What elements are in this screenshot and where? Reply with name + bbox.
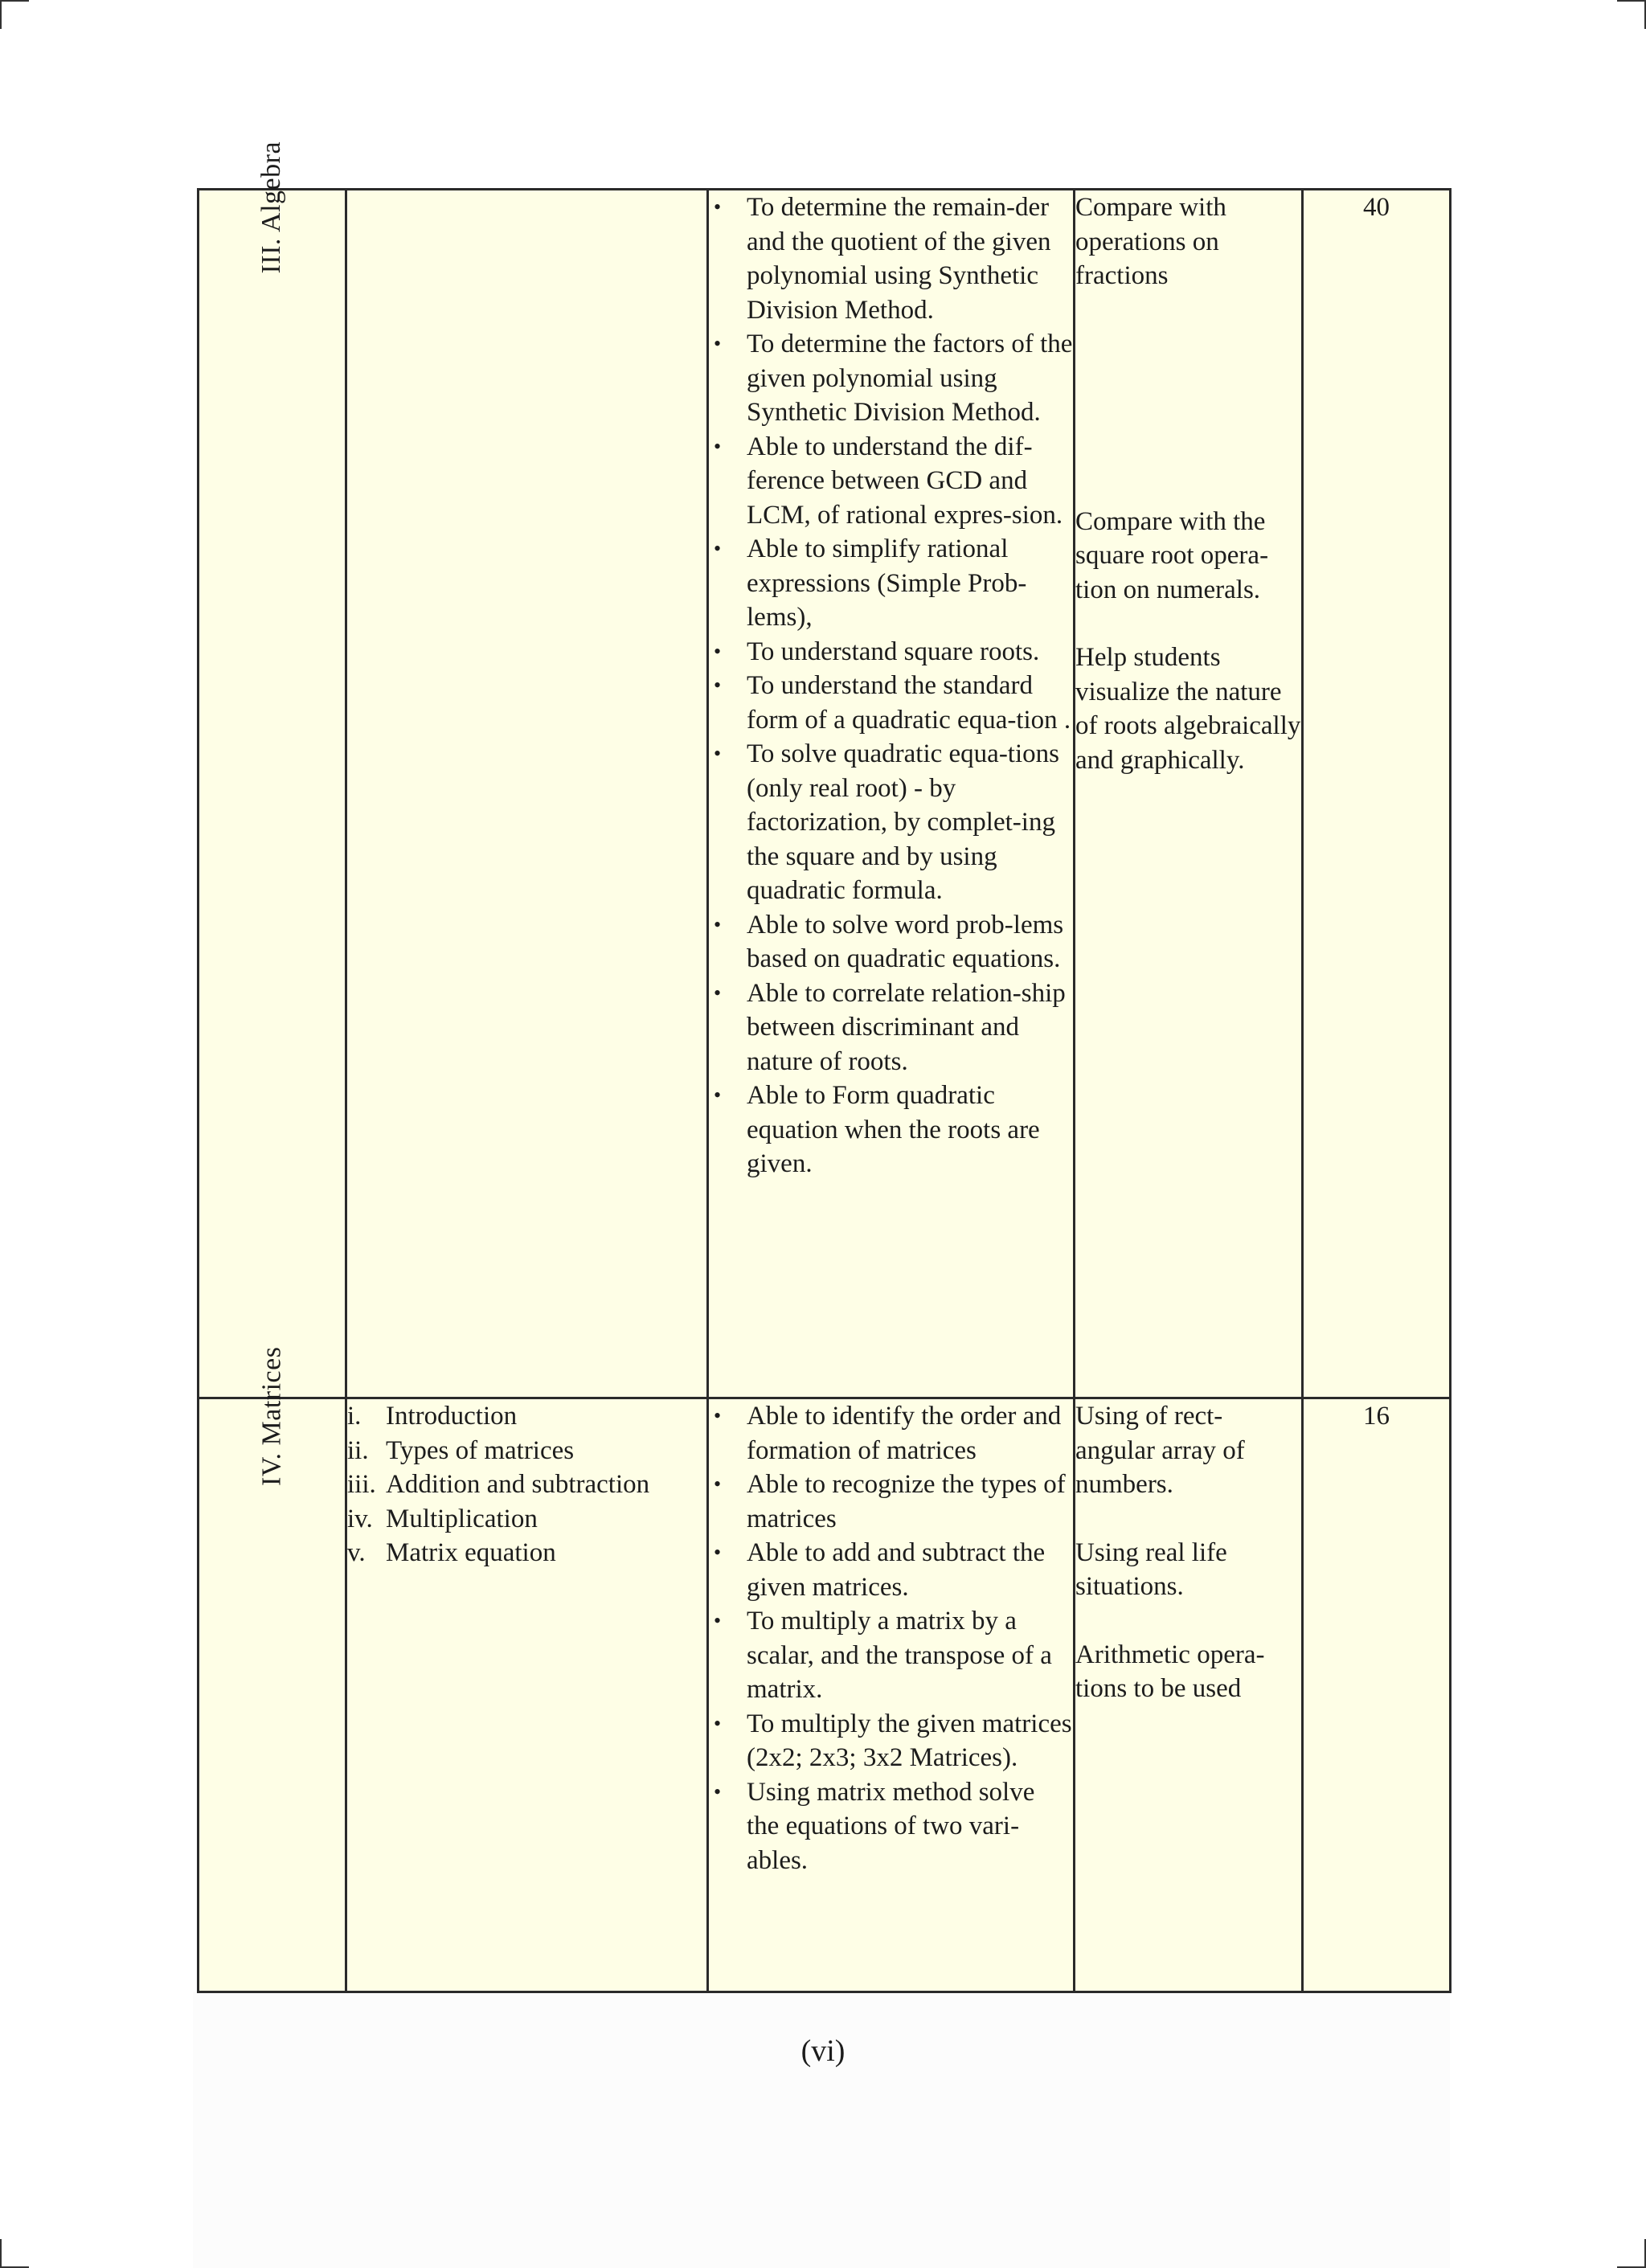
syllabus-table bbox=[197, 141, 1452, 1993]
activity-text: Arithmetic opera-tions to be used bbox=[1075, 1640, 1265, 1703]
learning-outcome-text: Able to understand the dif-ference between GCD and LCM, of rational expres-sion. bbox=[747, 432, 1063, 530]
learning-outcome-item bbox=[709, 737, 1073, 908]
activity-text: Compare with the square root opera-tion on numerals. bbox=[1075, 506, 1269, 604]
content-cell bbox=[346, 1398, 708, 1992]
learning-outcome-text: To multiply a matrix by a scalar, and the transpose of a matrix. bbox=[747, 1607, 1052, 1704]
bullet-icon: • bbox=[714, 980, 722, 1005]
bullet-icon: • bbox=[714, 1711, 722, 1735]
activity-text: Help students visualize the nature of roots algebraically and graphically. bbox=[1075, 643, 1301, 775]
learning-outcomes-list bbox=[709, 1399, 1073, 1877]
content-list bbox=[347, 1399, 706, 1570]
learning-outcome-item bbox=[709, 635, 1073, 669]
learning-outcome-text: To determine the remain-der and the quotient of the given polynomial using Synthetic Division Method. bbox=[747, 193, 1051, 325]
content-item-number: i. bbox=[347, 1402, 362, 1431]
learning-outcome-item bbox=[709, 1707, 1073, 1775]
bullet-icon: • bbox=[714, 1404, 722, 1427]
learning-outcome-text: Using matrix method solve the equations of two vari-ables. bbox=[747, 1777, 1035, 1875]
learning-outcome-text: To understand square roots. bbox=[747, 637, 1040, 666]
bullet-icon: • bbox=[714, 1779, 722, 1803]
bullet-icon: • bbox=[714, 639, 722, 663]
activity-text: Compare with operations on fractions bbox=[1075, 193, 1226, 290]
learning-outcome-text: Able to add and subtract the given matrices. bbox=[747, 1538, 1046, 1602]
unit-title: III. Algebra bbox=[256, 141, 287, 274]
learning-outcome-text: Able to Form quadratic equation when the roots are given. bbox=[747, 1081, 1040, 1178]
spacer bbox=[1075, 293, 1301, 505]
learning-outcome-item bbox=[709, 976, 1073, 1079]
learning-outcome-item bbox=[709, 430, 1073, 533]
content-item bbox=[347, 1502, 706, 1537]
bullet-icon: • bbox=[714, 1472, 722, 1496]
learning-outcomes-list bbox=[709, 190, 1073, 1181]
learning-outcome-item bbox=[709, 669, 1073, 737]
content-item-text: Matrix equation bbox=[386, 1538, 556, 1567]
bullet-icon: • bbox=[714, 912, 722, 936]
bullet-icon: • bbox=[714, 537, 722, 560]
learning-outcome-item bbox=[709, 1468, 1073, 1536]
content-item-text: Types of matrices bbox=[386, 1435, 575, 1465]
activities-cell bbox=[1075, 190, 1303, 1398]
learning-outcome-item bbox=[709, 1536, 1073, 1604]
learning-outcome-item bbox=[709, 327, 1073, 430]
bullet-icon: • bbox=[714, 742, 722, 765]
content-item bbox=[347, 1399, 706, 1434]
page-number: (vi) bbox=[800, 2034, 846, 2068]
learning-outcome-item bbox=[709, 1604, 1073, 1707]
bullet-icon: • bbox=[714, 434, 722, 458]
crop-mark-bottom-right bbox=[1617, 2239, 1646, 2268]
activities-cell bbox=[1075, 1398, 1303, 1992]
learning-outcome-item bbox=[709, 1399, 1073, 1468]
content-item-number: ii. bbox=[347, 1435, 369, 1465]
content-item-number: v. bbox=[347, 1538, 366, 1567]
periods-value: 16 bbox=[1363, 1402, 1390, 1431]
learning-outcome-text: To multiply the given matrices (2x2; 2x3; 3x2 Matrices). bbox=[747, 1709, 1072, 1772]
content-item-number: iv. bbox=[347, 1504, 373, 1533]
table-row bbox=[199, 1398, 1451, 1992]
bullet-icon: • bbox=[714, 1083, 722, 1107]
learning-outcomes-cell bbox=[708, 1398, 1075, 1992]
unit-title: IV. Matrices bbox=[256, 1346, 287, 1486]
content-item bbox=[347, 1536, 706, 1570]
unit-cell bbox=[199, 1346, 346, 1992]
learning-outcome-item bbox=[709, 1775, 1073, 1878]
content-item bbox=[347, 1468, 706, 1502]
bullet-icon: • bbox=[714, 1541, 722, 1564]
table-row bbox=[199, 190, 1451, 1398]
spacer bbox=[1075, 1502, 1301, 1536]
learning-outcome-text: To determine the factors of the given polynomial using Synthetic Division Method. bbox=[747, 330, 1073, 427]
spacer bbox=[1075, 607, 1301, 641]
content-item bbox=[347, 1434, 706, 1468]
learning-outcome-text: Able to simplify rational expressions (Simple Prob-lems), bbox=[747, 534, 1027, 632]
activity-text: Using of rect-angular array of numbers. bbox=[1075, 1402, 1245, 1499]
learning-outcome-text: To understand the standard form of a quadratic equa-tion . bbox=[747, 671, 1071, 735]
crop-mark-bottom-left bbox=[0, 2239, 29, 2268]
learning-outcome-text: Able to correlate relation-ship between discriminant and nature of roots. bbox=[747, 978, 1066, 1076]
content-item-text: Multiplication bbox=[386, 1504, 538, 1533]
learning-outcome-item bbox=[709, 532, 1073, 635]
content-item-number: iii. bbox=[347, 1470, 376, 1499]
learning-outcome-text: Able to identify the order and formation of matrices bbox=[747, 1402, 1062, 1465]
periods-value: 40 bbox=[1363, 193, 1390, 222]
learning-outcome-text: Able to solve word prob-lems based on quadratic equations. bbox=[747, 910, 1064, 973]
learning-outcome-item bbox=[709, 908, 1073, 976]
learning-outcome-text: Able to recognize the types of matrices bbox=[747, 1470, 1066, 1533]
periods-cell bbox=[1303, 190, 1451, 1398]
learning-outcome-item bbox=[709, 190, 1073, 327]
crop-mark-top-left bbox=[0, 0, 29, 29]
bullet-icon: • bbox=[714, 332, 722, 355]
learning-outcome-item bbox=[709, 1079, 1073, 1181]
activity-text: Using real life situations. bbox=[1075, 1537, 1227, 1601]
spacer bbox=[1075, 1604, 1301, 1638]
crop-mark-top-right bbox=[1617, 0, 1646, 29]
unit-cell bbox=[199, 141, 346, 1398]
learning-outcomes-cell bbox=[708, 190, 1075, 1398]
content-cell bbox=[346, 190, 708, 1398]
content-item-text: Addition and subtraction bbox=[386, 1470, 650, 1499]
bullet-icon: • bbox=[714, 1609, 722, 1632]
bullet-icon: • bbox=[714, 195, 722, 219]
content-item-text: Introduction bbox=[386, 1402, 518, 1431]
periods-cell bbox=[1303, 1398, 1451, 1992]
bullet-icon: • bbox=[714, 673, 722, 697]
learning-outcome-text: To solve quadratic equa-tions (only real root) - by factorization, by complet-ing the square and by using quadratic formula. bbox=[747, 739, 1059, 905]
